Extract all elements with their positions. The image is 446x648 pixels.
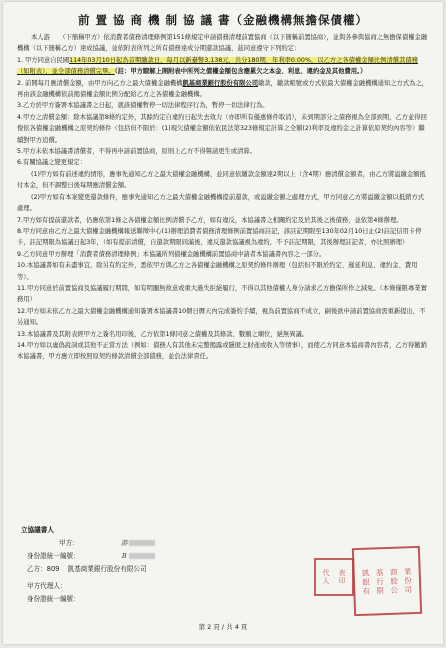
clause-6-2: (2)甲方如有本案變更還款條件，應事先通知乙方之最大債權金融機構提前還款，或溢繳金額之處理方式，甲方同意乙方將溢繳金額以抵銷方式處理。 bbox=[17, 193, 425, 213]
party-a-signature: 游 bbox=[120, 539, 128, 547]
highlighted-payment-terms: 114年03月10日起為首期繳款日，每月以新臺幣3,138元，共分180期，年利率0.00%，以乙方之各債權金額比例清償其債務（如附表），並全部債務清償完畢。 bbox=[17, 56, 418, 76]
bank-seal-stamp: 凱 基 商 業 銀 行 股 份 有 限 公 司 bbox=[352, 546, 422, 616]
clause-4: 4.甲方之清償金額：除本協議第8條約定外，其餘約定自違約日起失去效力（亦即所有優惠條件取消），未到期部分之債務視為全部到期，乙方並得回復依各債權金融機構之原契約條件（包括但不限於：(1)現欠債權金額依依民法第323條規定計算之全額(2)利率及違約金之計算依原契約內容等）繼續對甲方追償。 bbox=[17, 113, 427, 144]
clause-text: 繳款，繳款帳號或方式依最大債權金融機構通知之方式為之，再由該金融機構依前揭債權金額比例分配給乙方之各債權金融機構。 bbox=[17, 79, 429, 99]
clause-13: 13.本協議書及其附表經甲方之簽名用印後，乙方依第1條同意之債權及其條款、數額之順位，絕無異議。 bbox=[17, 330, 309, 338]
clause-1 bbox=[17, 55, 429, 78]
clause-number: 2. bbox=[17, 79, 24, 87]
clause-text: 甲方同意自民國 bbox=[25, 56, 70, 64]
clause-14: 14.甲方如以虛偽說詞或其他不正當方法（例如：債務人有其他未完整揭露或隱匿之財產或收入等情事），而使乙方同意本協商書內容者，乙方得撤銷本協議書，甲方應立即按照原契約條款清償全部債務，並負法律責任。 bbox=[17, 341, 427, 361]
signature-block bbox=[21, 524, 155, 606]
signatory-heading: 立協議書人 bbox=[21, 526, 54, 534]
clause-5: 5.甲方未依本協議書清償者，不得再申請前置協商，原則上乙方不得聲請更生或清算。 bbox=[17, 148, 256, 156]
clause-2 bbox=[17, 78, 429, 101]
party-b-name: 凱基商業銀行股份有限公司 bbox=[67, 565, 147, 573]
party-a-row: 甲方： 游 bbox=[21, 537, 155, 550]
clause-number: 1. bbox=[17, 56, 24, 64]
id-row: 身份證統一編號： B bbox=[21, 550, 155, 563]
clause-10: 10.本協議書如有未盡事宜，除另有約定外，悉依甲方與乙方之各債權金融機構之原契約條件辦理（包括但不限於約定、遲延利息、違約金、費用等）。 bbox=[17, 262, 418, 281]
clause-6: 6.有關協議之變更規定： bbox=[17, 159, 86, 167]
agreement-body bbox=[17, 32, 429, 363]
clause-3: 3.乙方於甲方簽署本協議書之日起，就該債權暫停一切法律程序行為，暫停一切法律行為。 bbox=[17, 102, 269, 110]
clause-text: 前開每月應清償金額，由甲方向乙方之最大債權金融機構 bbox=[25, 79, 183, 87]
agent-row: 甲方代理人： bbox=[27, 582, 67, 590]
intro-paragraph: 本人游 （下簡稱甲方）依消費者債務清理條例第151條規定申請債務清理前置協商（以下簡稱前置協商），並與各參與協商之無擔保債權金融機構（以下簡稱乙方）達成協議，並依附表所列之所有債務達成分期還款協議，茲同意遵守下列約定： bbox=[17, 34, 428, 53]
clause-6-1: (1)甲方如有前述違約情形，應事先通知乙方之最大債權金融機構，並同意依繳款金額達2期以上（含4期）應清償金額者，由乙方將溢繳金額抵付本金，但不調整日後每期應清償金額。 bbox=[17, 170, 426, 190]
clause-11: 11.甲方同意於前置協商及協議履行期間，如有明顯無故意或重大過失拒絕履行，不得以其他債權人身分請求乙方擔保所作之減免。（本條僅限專業實務用） bbox=[17, 284, 427, 304]
party-b-row: 乙方：809 凱基商業銀行股份有限公司 bbox=[27, 565, 147, 573]
clause-12: 12.甲方如未依乙方之最大債權金融機構通知簽署本協議書10個日曆天內完成簽約手續，視為前置協商不成立，嗣後欲申請前置協商需重新提出，不另通知。 bbox=[17, 307, 426, 327]
small-seal-stamp: 代 表 人 印 bbox=[314, 558, 354, 596]
clause-8: 8.甲方同意由乙方之最大債權金融機構報送聯徵中心(1)辦理消費者債務清理條例前置協商註記，該註記期限至130年02月10日止(2)註記信用卡停卡，註記期限為協議日起3年，（如有提前清償，自還款期限屆滿後，違反還款協議視為違約，不予註記期限，其後辦理註記者，亦比照辦理） bbox=[17, 227, 422, 247]
redacted-id: B bbox=[121, 552, 127, 560]
agent-id-row: 身份證統一編號： bbox=[27, 595, 80, 603]
bank-name: 凱基商業銀行股份有限公司 bbox=[182, 79, 259, 87]
redacted-name bbox=[129, 540, 155, 546]
clause-note: （註：甲方瞭解上開附表中所列之債權金額包含應累欠之本金、利息、違約金及其他費用。） bbox=[114, 68, 367, 76]
clause-7: 7.甲方如有提前還款者，仍應依第1條之各債權金額比例清償予乙方，如有違反，本協議書之相關約定及於其後之後債務，並依第4條辦理。 bbox=[17, 216, 403, 224]
clause-9: 9.乙方同意甲方辦理「消費者債務清理條例」本協議所列債權金融機構前置協商中請者本協議書內容之一部分。 bbox=[17, 250, 326, 258]
agreement-page bbox=[3, 2, 443, 644]
page-number: 第 2 頁 / 共 4 頁 bbox=[198, 623, 248, 631]
document-title: 前 置 協 商 機 制 協 議 書（金融機構無擔保債權） bbox=[77, 13, 369, 27]
